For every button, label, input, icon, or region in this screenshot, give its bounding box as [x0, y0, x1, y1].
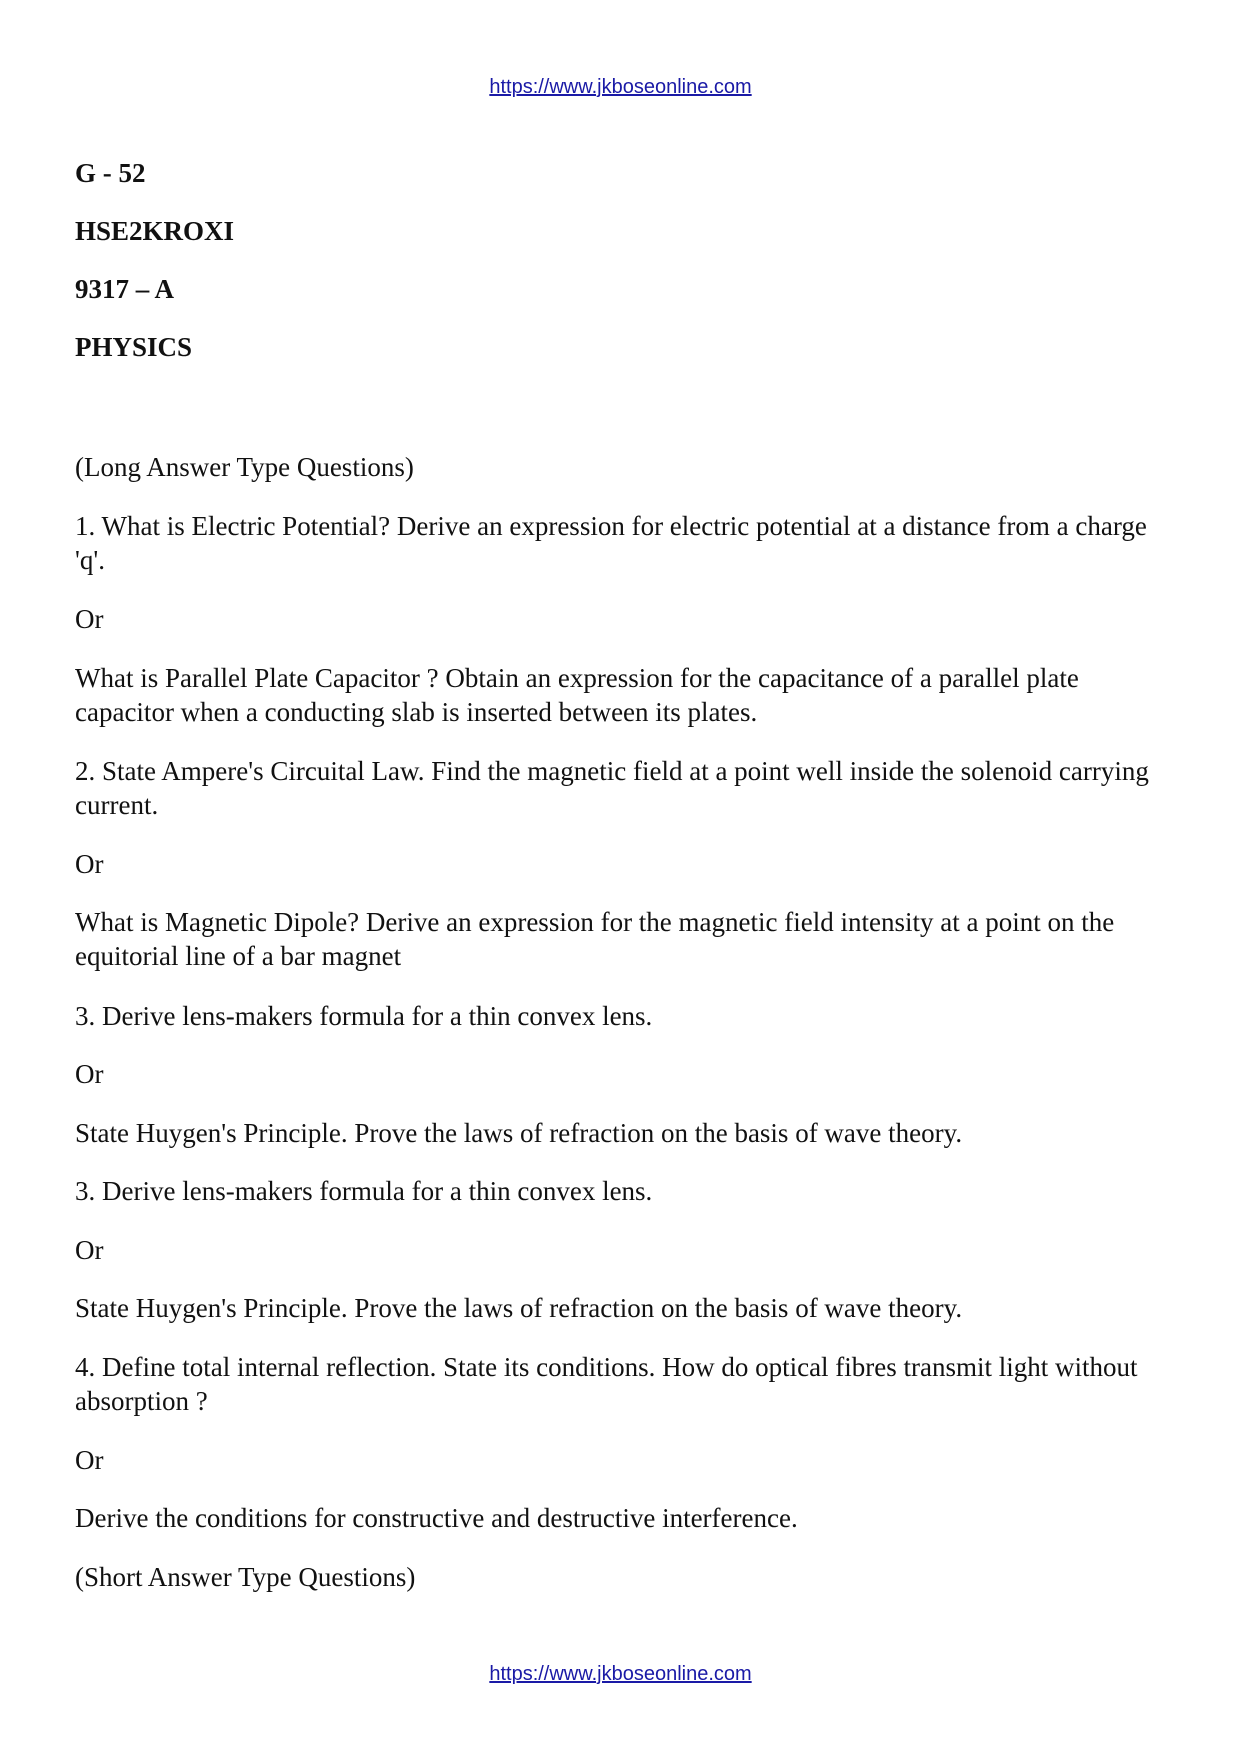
question-3-repeat-alternate: State Huygen's Principle. Prove the laws of refraction on the basis of wave theory. — [75, 1293, 963, 1323]
question-3-alternate: State Huygen's Principle. Prove the laws of refraction on the basis of wave theory. — [75, 1118, 963, 1148]
question-2: 2. State Ampere's Circuital Law. Find the magnetic field at a point well inside the solenoid carrying current. — [75, 756, 1149, 820]
or-separator: Or — [75, 604, 104, 634]
question-3: 3. Derive lens-makers formula for a thin convex lens. — [75, 1001, 653, 1031]
question-1: 1. What is Electric Potential? Derive an expression for electric potential at a distance from a charge 'q'. — [75, 511, 1147, 575]
header-website-link — [0, 76, 1241, 99]
or-separator: Or — [75, 1059, 104, 1089]
header-link-text[interactable]: https://www.jkboseonline.com — [489, 76, 752, 98]
paper-code: G - 52 — [75, 158, 146, 188]
section-heading-short: (Short Answer Type Questions) — [75, 1562, 416, 1592]
section-heading-long: (Long Answer Type Questions) — [75, 452, 414, 482]
question-4: 4. Define total internal reflection. State its conditions. How do optical fibres transmit light without absorption ? — [75, 1352, 1138, 1416]
footer-link-text[interactable]: https://www.jkboseonline.com — [489, 1663, 752, 1685]
footer-website-link — [0, 1663, 1241, 1686]
question-2-alternate: What is Magnetic Dipole? Derive an expression for the magnetic field intensity at a point on the equitorial line of a bar magnet — [75, 907, 1115, 971]
question-3-repeat: 3. Derive lens-makers formula for a thin convex lens. — [75, 1176, 653, 1206]
question-1-alternate: What is Parallel Plate Capacitor ? Obtain an expression for the capacitance of a parallel plate capacitor when a conducting slab is inserted between its plates. — [75, 663, 1079, 727]
or-separator: Or — [75, 849, 104, 879]
question-4-alternate: Derive the conditions for constructive and destructive interference. — [75, 1503, 798, 1533]
or-separator: Or — [75, 1235, 104, 1265]
series-code: HSE2KROXI — [75, 216, 235, 246]
set-code: 9317 – A — [75, 274, 175, 304]
subject-title: PHYSICS — [75, 332, 193, 362]
or-separator: Or — [75, 1445, 104, 1475]
